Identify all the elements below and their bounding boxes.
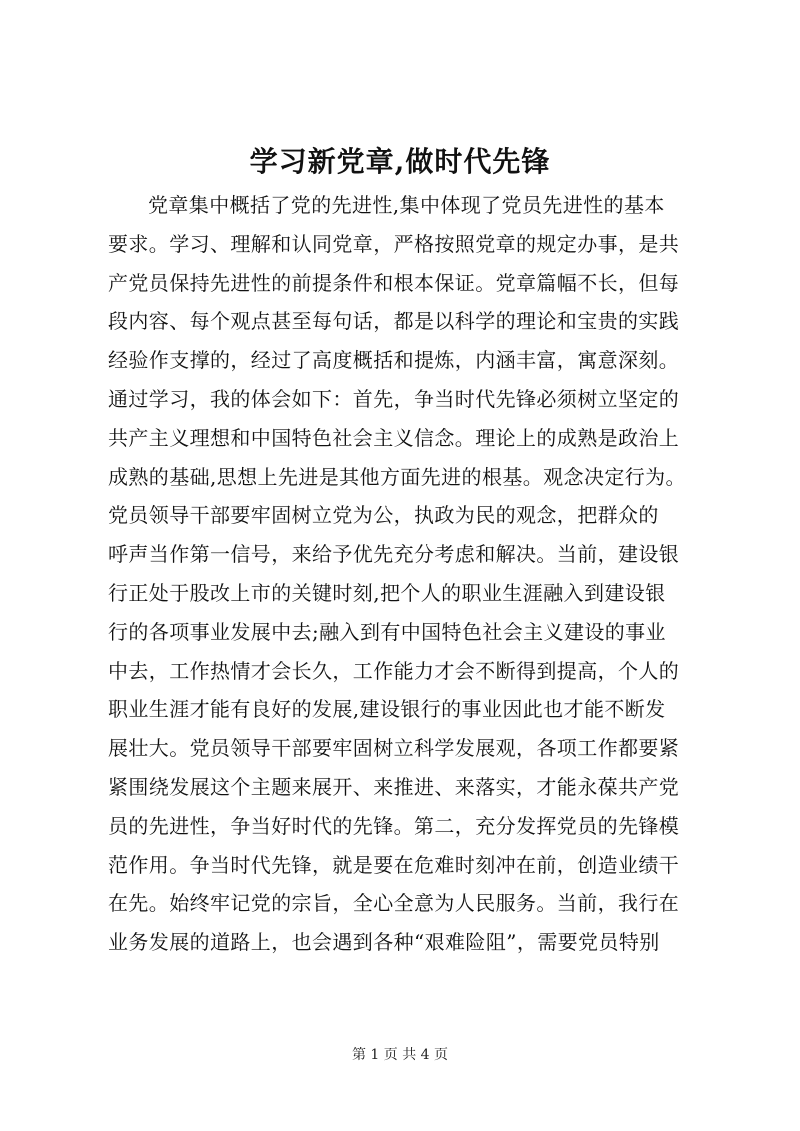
body-line-15: 展壮大。党员领导干部要牢固树立科学发展观，各项工作都要紧 bbox=[108, 736, 680, 761]
body-line-4: 段内容、每个观点甚至每句话，都是以科学的理论和宝贵的实践 bbox=[108, 309, 680, 334]
body-line-9: 党员领导干部要牢固树立党为公，执政为民的观念，把群众的 bbox=[108, 503, 659, 528]
body-line-13: 中去，工作热情才会长久，工作能力才会不断得到提高，个人的 bbox=[108, 658, 680, 683]
document-body bbox=[108, 186, 708, 962]
body-line-11: 行正处于股改上市的关键时刻,把个人的职业生涯融入到建设银 bbox=[108, 580, 666, 605]
page-footer: 第 1 页 共 4 页 bbox=[351, 1047, 449, 1063]
body-line-3: 产党员保持先进性的前提条件和根本保证。党章篇幅不长，但每 bbox=[108, 270, 680, 295]
body-line-10: 呼声当作第一信号，来给予优先充分考虑和解决。当前，建设银 bbox=[108, 542, 680, 567]
body-line-7: 共产主义理想和中国特色社会主义信念。理论上的成熟是政治上 bbox=[108, 425, 680, 450]
body-line-12: 行的各项事业发展中去;融入到有中国特色社会主义建设的事业 bbox=[108, 619, 666, 644]
body-line-8: 成熟的基础,思想上先进是其他方面先进的根基。观念决定行为。 bbox=[108, 464, 686, 489]
body-line-19: 在先。始终牢记党的宗旨，全心全意为人民服务。当前，我行在 bbox=[108, 891, 680, 916]
body-line-2: 要求。学习、理解和认同党章，严格按照党章的规定办事，是共 bbox=[108, 231, 680, 256]
body-line-17: 员的先进性，争当好时代的先锋。第二，充分发挥党员的先锋模 bbox=[108, 813, 680, 838]
body-line-6: 通过学习，我的体会如下：首先，争当时代先锋必须树立坚定的 bbox=[108, 386, 680, 411]
document-title: 学习新党章,做时代先锋 bbox=[249, 145, 551, 178]
body-line-5: 经验作支撑的，经过了高度概括和提炼，内涵丰富，寓意深刻。 bbox=[108, 348, 680, 373]
body-line-16: 紧围绕发展这个主题来展开、来推进、来落实，才能永葆共产党 bbox=[108, 774, 680, 799]
body-line-18: 范作用。争当时代先锋，就是要在危难时刻冲在前，创造业绩干 bbox=[108, 852, 680, 877]
body-line-1: 党章集中概括了党的先进性,集中体现了党员先进性的基本 bbox=[148, 193, 665, 217]
body-line-20: 业务发展的道路上，也会遇到各种“艰难险阻”，需要党员特别 bbox=[108, 930, 660, 955]
body-line-14: 职业生涯才能有良好的发展,建设银行的事业因此也才能不断发 bbox=[108, 697, 666, 722]
